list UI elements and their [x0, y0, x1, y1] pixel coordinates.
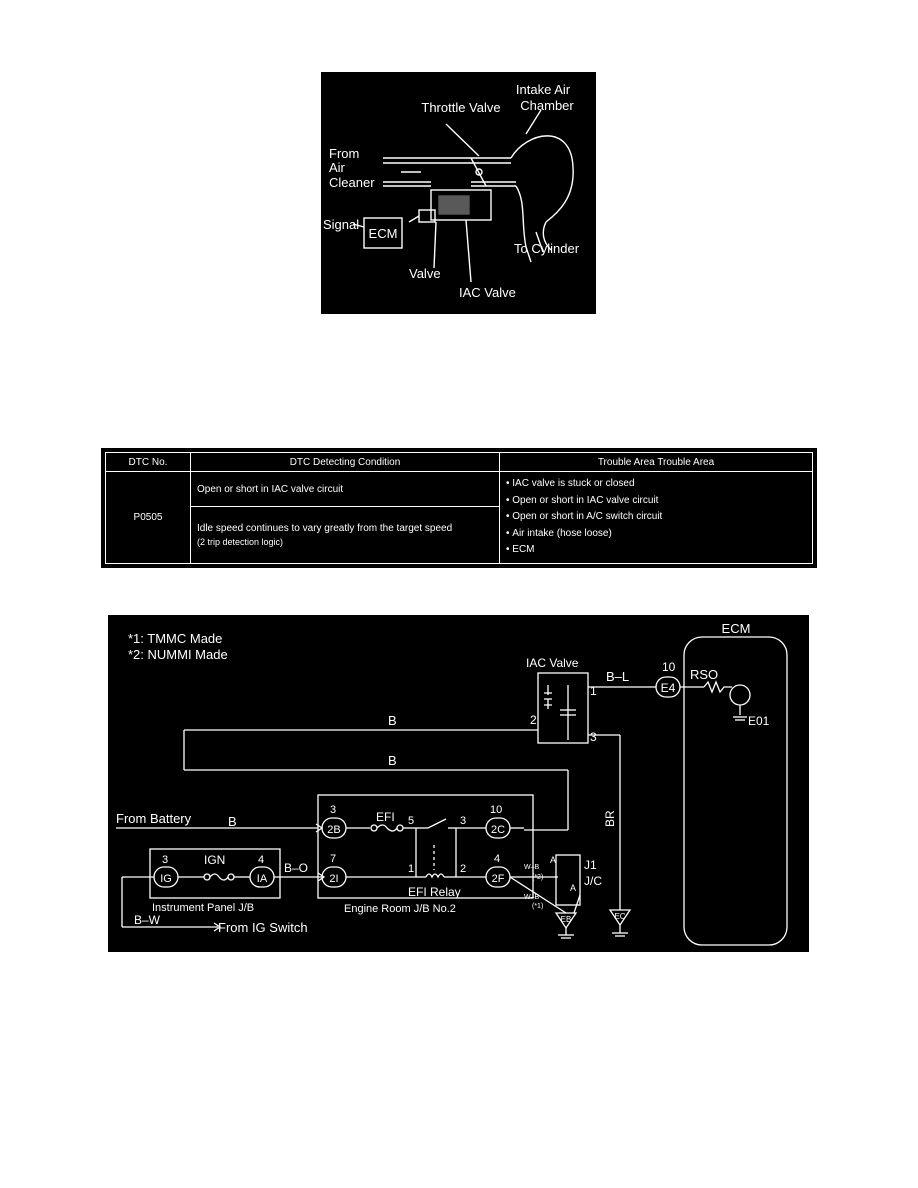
j1-label: J1: [584, 858, 597, 872]
wire-b-l-label: B–L: [606, 669, 630, 684]
signal-label: Signal: [323, 217, 360, 232]
j1-pin-a-2: A: [570, 883, 577, 893]
note-tmmc: *1: TMMC Made: [128, 631, 223, 646]
ig-pin-3: 3: [162, 854, 169, 866]
note-nummi: *2: NUMMI Made: [128, 647, 228, 662]
ign-fuse-label: IGN: [204, 853, 226, 867]
iac-pin-1: 1: [590, 684, 597, 698]
from-battery-label: From Battery: [116, 811, 192, 826]
connector-e4-label: E4: [660, 681, 676, 695]
condition-2: [191, 507, 500, 564]
e01-label: E01: [748, 714, 770, 728]
pin-7-label: 7: [330, 853, 337, 865]
wire-w-b-top: W–B: [524, 864, 540, 871]
valve-label: Valve: [409, 266, 441, 281]
trouble-area-list-cell: [500, 472, 813, 564]
j1-pin-a-1: A: [550, 855, 557, 865]
connector-ig-label: IG: [160, 873, 172, 885]
intake-air-label: Intake Air: [515, 82, 571, 97]
wire-br-label: BR: [603, 810, 617, 827]
relay-pin-5: 5: [408, 815, 415, 827]
efi-fuse-label: EFI: [376, 810, 395, 824]
connector-2i-label: 2I: [329, 873, 339, 885]
pin-3-label: 3: [330, 804, 337, 816]
header-dtc-no: DTC No.: [106, 453, 191, 472]
pin-2f-4: 4: [494, 853, 501, 865]
jc-label: J/C: [584, 874, 602, 888]
relay-pin-2: 2: [460, 863, 467, 875]
wire-b-label-1: B: [388, 713, 397, 728]
relay-pin-3: 3: [460, 815, 467, 827]
star-2-note: (*2): [532, 874, 544, 881]
wire-b-label-3: B: [228, 814, 237, 829]
to-cylinder-label: To Cylinder: [514, 241, 580, 256]
condition-2-line-2: (2 trip detection logic): [197, 537, 284, 547]
condition-1: Open or short in IAC valve circuit: [191, 472, 500, 507]
wiring-schematic: [108, 615, 809, 952]
chamber-label: Chamber: [520, 98, 574, 113]
header-trouble-area: Trouble Area Trouble Area: [500, 453, 813, 472]
connector-ia-label: IA: [256, 873, 268, 885]
ground-ec-label: EC: [614, 912, 626, 921]
iac-system-illustration: [321, 72, 596, 314]
cleaner-label: Cleaner: [329, 175, 375, 190]
connector-2c-label: 2C: [490, 824, 506, 836]
condition-2-line-1: Idle speed continues to vary greatly from the target speed: [197, 523, 453, 534]
instrument-panel-jb-label: Instrument Panel J/B: [152, 902, 255, 914]
list-item: • ECM: [506, 542, 806, 559]
iac-system-diagram: [321, 72, 596, 314]
header-condition: DTC Detecting Condition: [191, 453, 500, 472]
wire-b-label-2: B: [388, 753, 397, 768]
rso-label: RSO: [690, 667, 719, 682]
wire-b-w-label: B–W: [134, 913, 161, 927]
air-label: Air: [329, 160, 345, 175]
pin-10-label: 10: [662, 660, 676, 674]
iac-valve-label: IAC Valve: [459, 285, 516, 300]
iac-pin-3: 3: [590, 730, 597, 744]
relay-pin-1: 1: [408, 863, 415, 875]
ground-eb-label: EB: [560, 915, 572, 924]
trouble-area-list: [506, 476, 806, 559]
efi-relay-label: EFI Relay: [408, 885, 461, 899]
list-item: • Open or short in IAC valve circuit: [506, 493, 806, 510]
dtc-code: P0505: [106, 472, 191, 564]
wiring-diagram: [108, 615, 809, 952]
connector-2f-label: 2F: [491, 873, 505, 885]
table-row: [106, 472, 813, 507]
ia-pin-4: 4: [258, 854, 265, 866]
iac-pin-2: 2: [530, 713, 537, 727]
ecm-label: ECM: [721, 621, 751, 636]
connector-2b-label: 2B: [327, 824, 341, 836]
iac-valve-label: IAC Valve: [526, 656, 579, 670]
list-item: • IAC valve is stuck or closed: [506, 476, 806, 493]
throttle-valve-label: Throttle Valve: [421, 100, 501, 115]
list-item: • Open or short in A/C switch circuit: [506, 509, 806, 526]
from-label: From: [329, 146, 360, 161]
list-item: • Air intake (hose loose): [506, 526, 806, 543]
dtc-table-header: [106, 453, 813, 472]
star-1-note: (*1): [532, 903, 544, 910]
engine-room-jb-label: Engine Room J/B No.2: [344, 903, 456, 915]
wire-b-o-label: B–O: [284, 861, 309, 875]
wire-w-b-bottom: W–B: [524, 894, 540, 901]
ecm-box-label: ECM: [368, 226, 398, 241]
from-ig-switch-label: From IG Switch: [218, 920, 308, 935]
dtc-table: [101, 448, 817, 568]
pin-10b-label: 10: [490, 804, 503, 816]
